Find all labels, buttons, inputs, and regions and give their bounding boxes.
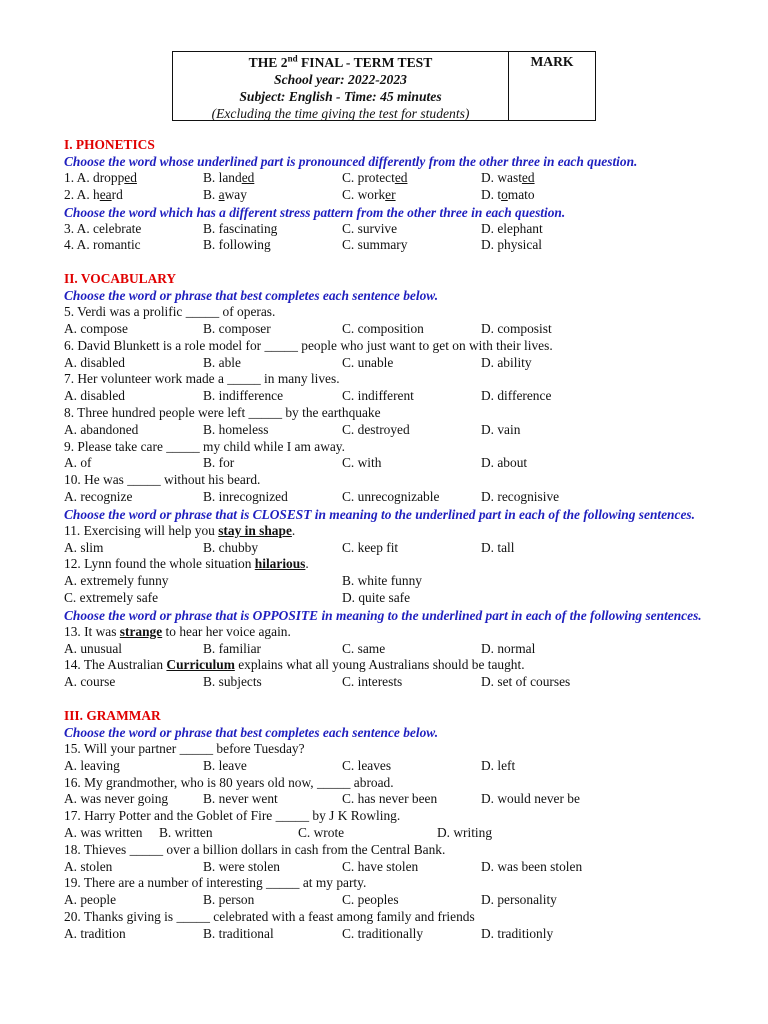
- option: C. composition: [342, 320, 424, 336]
- instruction: Choose the word or phrase that is OPPOSITE in meaning to the underlined part in each of the following sentences.: [64, 607, 702, 623]
- option: B. fascinating: [203, 220, 278, 236]
- instruction: Choose the word which has a different stress pattern from the other three in each question.: [64, 204, 566, 220]
- question-text: 12. Lynn found the whole situation hilarious.: [64, 556, 309, 572]
- options-row: [64, 573, 704, 590]
- option: B. indifference: [203, 388, 284, 404]
- options-row: [64, 455, 704, 472]
- options-row: [64, 540, 704, 557]
- header-table: [172, 51, 596, 121]
- options-row: [64, 859, 704, 876]
- title-sup: nd: [287, 53, 298, 64]
- option: D. elephant: [481, 220, 543, 236]
- section-phonetics: I. PHONETICS: [64, 137, 155, 152]
- option: B. following: [203, 237, 271, 253]
- option: 2. A. heard: [64, 186, 123, 202]
- option: C. survive: [342, 220, 398, 236]
- option: B. leave: [203, 757, 247, 773]
- options-row: [64, 590, 704, 607]
- section-grammar: III. GRAMMAR: [64, 707, 161, 723]
- question-text: 13. It was strange to hear her voice again.: [64, 623, 291, 639]
- option: C. interests: [342, 674, 403, 690]
- option: C. summary: [342, 237, 408, 253]
- option: C. traditionally: [342, 925, 424, 941]
- option: A. course: [64, 674, 116, 690]
- option: A. disabled: [64, 354, 125, 370]
- school-year: School year: 2022-2023: [274, 72, 407, 87]
- instruction: Choose the word or phrase that best completes each sentence below.: [64, 724, 439, 740]
- option: B. homeless: [203, 421, 269, 437]
- option: C. extremely safe: [64, 589, 159, 605]
- option: B. were stolen: [203, 858, 280, 874]
- option: D. traditionly: [481, 925, 554, 941]
- question-text: 16. My grandmother, who is 80 years old now, _____ abroad.: [64, 774, 394, 790]
- option: B. able: [203, 354, 241, 370]
- option: B. traditional: [203, 925, 274, 941]
- option: D. ability: [481, 354, 532, 370]
- option: B. for: [203, 455, 235, 471]
- option: D. personality: [481, 892, 557, 908]
- option: C. keep fit: [342, 539, 399, 555]
- option: B. chubby: [203, 539, 259, 555]
- test-info: [173, 52, 509, 120]
- question-text: 14. The Australian Curriculum explains what all young Australians should be taught.: [64, 657, 525, 673]
- title-post: FINAL - TERM TEST: [297, 55, 433, 70]
- option: D. normal: [481, 640, 536, 656]
- mark-box: [509, 52, 595, 120]
- option: D. tall: [481, 539, 515, 555]
- underlined-phrase: hilarious: [254, 556, 306, 572]
- option: C. unable: [342, 354, 394, 370]
- option: B. landed: [203, 170, 255, 185]
- question-text: 7. Her volunteer work made a _____ in many lives.: [64, 371, 340, 387]
- option: A. people: [64, 892, 117, 908]
- question-text: 6. David Blunkett is a role model for _____ people who just want to get on with their lives.: [64, 337, 553, 353]
- option: C. worker: [342, 186, 396, 202]
- option: D. physical: [481, 237, 542, 253]
- option: D. difference: [481, 388, 552, 404]
- option: D. wasted: [481, 170, 535, 185]
- option: A. was written: [64, 824, 143, 840]
- option: B. familiar: [203, 640, 262, 656]
- question-text: 15. Will your partner _____ before Tuesday?: [64, 740, 305, 756]
- option: C. protected: [342, 170, 408, 185]
- option: D. writing: [437, 824, 493, 840]
- option: B. subjects: [203, 674, 262, 690]
- option: 4. A. romantic: [64, 237, 141, 253]
- options-row: [64, 892, 704, 909]
- options-row: [64, 355, 704, 372]
- underlined-phrase: stay in shape: [218, 522, 292, 538]
- question-row: [64, 170, 704, 187]
- options-row: [64, 825, 704, 842]
- question-text: 9. Please take care _____ my child while I am away.: [64, 438, 345, 454]
- option: A. of: [64, 455, 92, 471]
- instruction: Choose the word or phrase that best completes each sentence below.: [64, 288, 439, 304]
- options-row: [64, 321, 704, 338]
- option: D. was been stolen: [481, 858, 583, 874]
- underlined-phrase: strange: [119, 623, 163, 639]
- question-text: 18. Thieves _____ over a billion dollars in cash from the Central Bank.: [64, 841, 446, 857]
- time-note: (Excluding the time giving the test for students): [211, 106, 470, 121]
- option: A. slim: [64, 539, 104, 555]
- option: A. leaving: [64, 757, 120, 773]
- option: A. extremely funny: [64, 573, 169, 589]
- option: 1. A. dropped: [64, 170, 137, 185]
- options-row: [64, 489, 704, 506]
- question-row: [64, 187, 704, 204]
- option: A. unusual: [64, 640, 123, 656]
- option: B. away: [203, 186, 247, 202]
- question-row: [64, 221, 704, 238]
- option: C. with: [342, 455, 382, 471]
- question-text: 19. There are a number of interesting _____ at my party.: [64, 875, 367, 891]
- option: C. have stolen: [342, 858, 419, 874]
- option: D. composist: [481, 320, 552, 336]
- option: C. has never been: [342, 791, 438, 807]
- option: A. was never going: [64, 791, 169, 807]
- option: D. tomato: [481, 186, 535, 202]
- option: C. destroyed: [342, 421, 410, 437]
- option: B. composer: [203, 320, 271, 336]
- option: C. indifferent: [342, 388, 414, 404]
- option: D. vain: [481, 421, 521, 437]
- option: B. never went: [203, 791, 278, 807]
- options-row: [64, 926, 704, 943]
- subject-line: Subject: English - Time: 45 minutes: [239, 89, 442, 104]
- option: B. inrecognized: [203, 488, 288, 504]
- question-text: 8. Three hundred people were left _____ by the earthquake: [64, 404, 381, 420]
- question-text: 5. Verdi was a prolific _____ of operas.: [64, 304, 276, 320]
- option: C. unrecognizable: [342, 488, 440, 504]
- option: D. left: [481, 757, 516, 773]
- option: D. would never be: [481, 791, 580, 807]
- option: D. set of courses: [481, 674, 571, 690]
- option: C. leaves: [342, 757, 392, 773]
- question-row: [64, 237, 704, 254]
- instruction: Choose the word whose underlined part is pronounced differently from the other three in each question.: [64, 154, 638, 169]
- option: A. abandoned: [64, 421, 139, 437]
- question-text: 17. Harry Potter and the Goblet of Fire _____ by J K Rowling.: [64, 808, 401, 824]
- option: A. stolen: [64, 858, 113, 874]
- mark-label: MARK: [530, 54, 574, 69]
- option: B. white funny: [342, 573, 422, 589]
- option: D. about: [481, 455, 528, 471]
- option: C. same: [342, 640, 386, 656]
- test-content: [64, 136, 704, 942]
- section-vocabulary: II. VOCABULARY: [64, 271, 177, 287]
- options-row: [64, 674, 704, 691]
- option: A. compose: [64, 320, 128, 336]
- options-row: [64, 388, 704, 405]
- option: C. wrote: [298, 824, 345, 840]
- option: A. recognize: [64, 488, 133, 504]
- option: 3. A. celebrate: [64, 220, 142, 236]
- title-pre: THE 2: [248, 55, 288, 70]
- option: D. recognisive: [481, 488, 560, 504]
- instruction: Choose the word or phrase that is CLOSEST in meaning to the underlined part in each of the following sentences.: [64, 506, 695, 522]
- underlined-phrase: Curriculum: [166, 657, 235, 673]
- test-title: [173, 54, 508, 71]
- option: B. person: [203, 892, 255, 908]
- question-text: 20. Thanks giving is _____ celebrated with a feast among family and friends: [64, 908, 475, 924]
- options-row: [64, 758, 704, 775]
- question-text: 11. Exercising will help you stay in shape.: [64, 522, 296, 538]
- question-text: 10. He was _____ without his beard.: [64, 472, 261, 488]
- option: C. peoples: [342, 892, 399, 908]
- options-row: [64, 641, 704, 658]
- options-row: [64, 791, 704, 808]
- option: D. quite safe: [342, 589, 411, 605]
- option: A. tradition: [64, 925, 126, 941]
- option: A. disabled: [64, 388, 125, 404]
- options-row: [64, 422, 704, 439]
- option: B. written: [159, 824, 213, 840]
